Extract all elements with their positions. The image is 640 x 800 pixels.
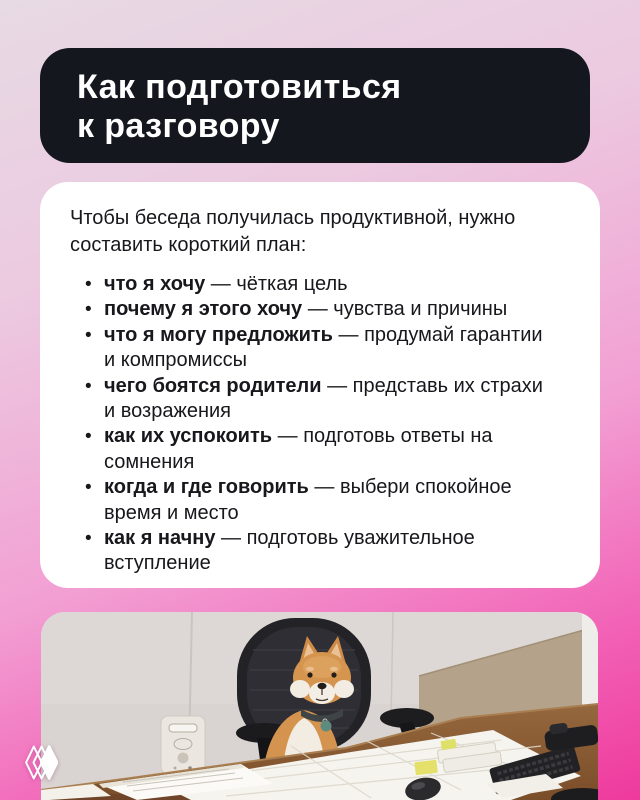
- bullet-rest: — выбери спокойное время и место: [104, 476, 512, 524]
- bullet-rest: — чёткая цель: [205, 273, 348, 295]
- list-item: [70, 475, 554, 526]
- bullet-lead: что я хочу: [104, 273, 206, 295]
- bullet-rest: — продумай гарантии и компромиссы: [104, 323, 543, 372]
- bullet-rest: — представь их страхи и возражения: [104, 374, 543, 423]
- layered-diamond-icon: [25, 745, 58, 780]
- bullet-lead: как их успокоить: [104, 425, 273, 448]
- office-dog-photo: [41, 612, 598, 800]
- bullet-lead: почему я этого хочу: [104, 298, 303, 321]
- bullet-lead: что я могу предложить: [104, 323, 333, 346]
- sticky-note: [414, 760, 437, 776]
- brand-logo: [25, 745, 58, 785]
- list-item: [70, 297, 554, 322]
- bullet-lead: когда и где говорить: [104, 476, 309, 499]
- page-title-line-1: Как подготовиться: [77, 68, 402, 106]
- list-item: [70, 272, 554, 297]
- title-card: [40, 48, 590, 163]
- list-item: [70, 526, 554, 577]
- list-item: [70, 424, 554, 475]
- office-scene: [41, 612, 598, 800]
- intro-text: Чтобы беседа получилась продуктивной, нужно составить короткий план:: [70, 207, 516, 256]
- plan-list: [70, 272, 554, 577]
- bullet-rest: — чувства и причины: [302, 298, 508, 321]
- bullet-lead: чего боятся родители: [104, 374, 322, 397]
- content-card: [40, 182, 600, 588]
- page-title: [77, 68, 560, 146]
- collar-tag: [321, 721, 332, 732]
- list-item: [70, 374, 554, 425]
- list-item: [70, 323, 554, 374]
- page-title-line-2: к разговору: [77, 107, 280, 145]
- bullet-rest: — подготовь ответы на сомнения: [104, 425, 493, 473]
- bullet-lead: как я начну: [104, 527, 216, 550]
- wall-device: [161, 716, 205, 774]
- bullet-rest: — подготовь уважительное вступление: [104, 527, 475, 575]
